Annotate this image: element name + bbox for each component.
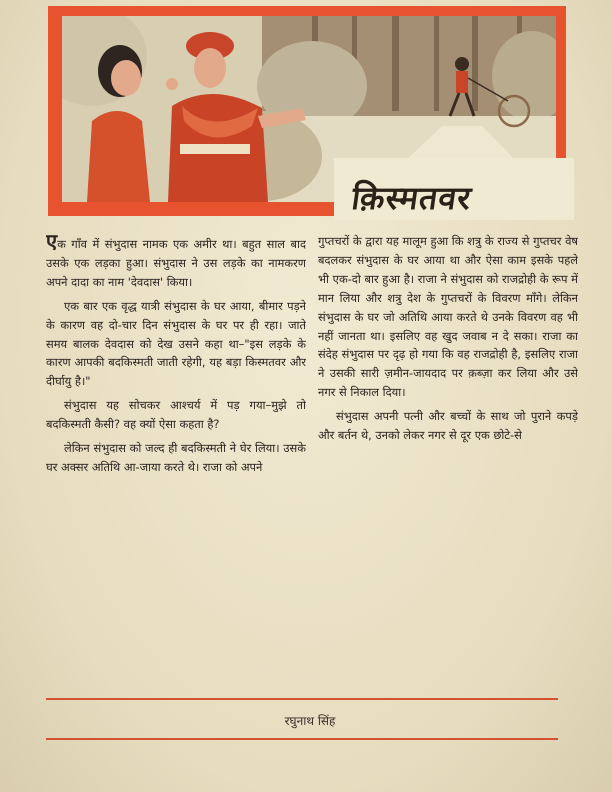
story-title: क़िस्मतवर — [349, 179, 475, 217]
paragraph: एक बार एक वृद्ध यात्री संभुदास के घर आया, बीमार पड़ने के कारण वह दो-चार दिन संभुदास के घर पर ही रहा। जाते समय बालक देवदास को देख उसने कहा था–"इस लड़के के कारण आपकी बदकिस्मती जाती रहेगी, यह बड़ा किस्मतवर और दीर्घायु है।" — [46, 298, 306, 389]
paragraph: लेकिन संभुदास को जल्द ही बदकिस्मती ने घेर लिया। उसके घर अक्सर अतिथि आ-जाया करते थे। राजा को अपने — [46, 441, 306, 474]
right-column — [318, 232, 578, 692]
paragraph: संभुदास यह सोचकर आश्चर्य में पड़ गया–मुझे तो बदकिस्मती कैसी? वह क्यों ऐसा कहता है? — [46, 398, 306, 432]
top-rule — [46, 698, 558, 700]
bottom-rule — [46, 738, 558, 740]
paragraph-text: क गाँव में संभुदास नामक एक अमीर था। बहुत साल बाद उसके एक लड़का हुआ। संभुदास ने उस लड़के का नामकरण अपने दादा का नाम 'देवदास' किया। — [46, 237, 306, 289]
author-credit: रघुनाथ सिंह — [284, 714, 336, 728]
paragraph — [46, 232, 306, 292]
drop-cap: ए — [46, 232, 58, 253]
paragraph: गुप्तचरों के द्वारा यह मालूम हुआ कि शत्रु के राज्य से गुप्तचर वेष बदलकर संभुदास के घर आया था और ऐसा काम इसके पहले भी एक-दो बार हुआ है। राजा ने संभुदास को राजद्रोही के रूप में मान लिया और शत्रु देश के गुप्तचरों के विवरण माँगे। लेकिन संभुदास के घर जो अतिथि आया करते थे उनके विवरण वह भी नहीं जानता था। इसलिए वह खुद जवाब न दे सका। राजा का संदेह संभुदास पर दृढ़ हो गया कि वह राजद्रोही है, इसलिए राजा ने उसकी सारी ज़मीन-जायदाद पर क़ब्ज़ा कर लिया और उसे नगर से निकाल दिया। — [318, 234, 578, 400]
left-column — [46, 232, 306, 692]
paragraph: संभुदास अपनी पत्नी और बच्चों के साथ जो पुराने कपड़े और बर्तन थे, उनको लेकर नगर से दूर एक छोटे-से — [318, 409, 578, 443]
